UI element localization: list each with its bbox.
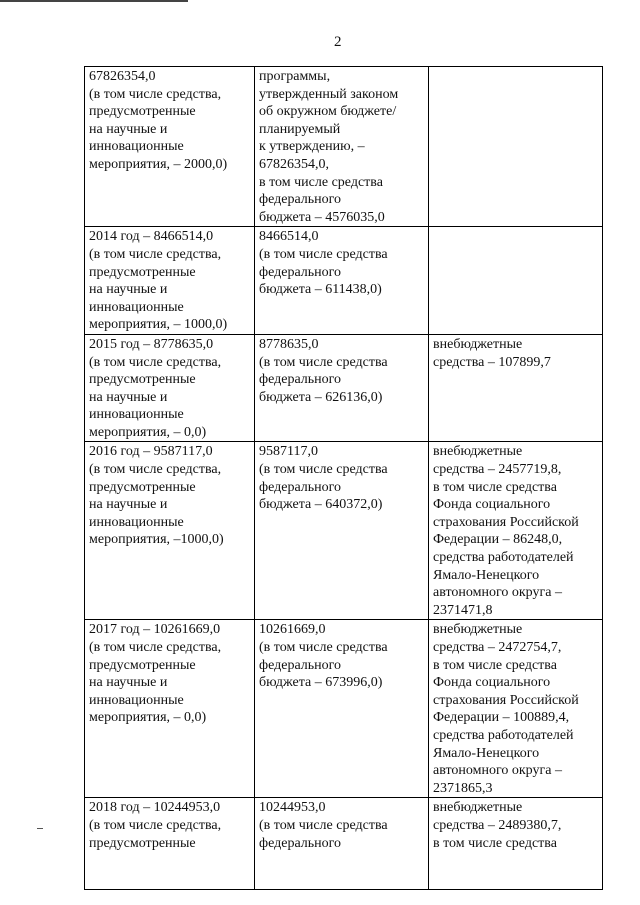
- table-cell: 9587117,0 (в том числе средства федерального бюджета – 640372,0): [255, 442, 429, 620]
- budget-table: [84, 66, 603, 890]
- table-cell: 2015 год – 8778635,0 (в том числе средства, предусмотренные на научные и инновационные мероприятия, – 0,0): [85, 334, 255, 442]
- table-row: [85, 620, 603, 798]
- table-cell: 10244953,0 (в том числе средства федерального: [255, 798, 429, 890]
- table-row: [85, 798, 603, 890]
- table-row: [85, 67, 603, 227]
- top-rule: [0, 0, 188, 2]
- table-cell: [429, 227, 603, 335]
- table-cell: внебюджетные средства – 2457719,8, в том числе средства Фонда социального страхования Российской Федерации – 86248,0, средства работодателей Ямало-Ненецкого автономного округа – 2371471,8: [429, 442, 603, 620]
- table-cell: 8466514,0 (в том числе средства федерального бюджета – 611438,0): [255, 227, 429, 335]
- table-cell: [429, 67, 603, 227]
- table-cell: 2018 год – 10244953,0 (в том числе средства, предусмотренные: [85, 798, 255, 890]
- table-cell: внебюджетные средства – 2489380,7, в том числе средства: [429, 798, 603, 890]
- table-row: [85, 227, 603, 335]
- table-cell: 2017 год – 10261669,0 (в том числе средства, предусмотренные на научные и инновационные мероприятия, – 0,0): [85, 620, 255, 798]
- table-cell: 2016 год – 9587117,0 (в том числе средства, предусмотренные на научные и инновационные мероприятия, –1000,0): [85, 442, 255, 620]
- margin-mark: [37, 828, 43, 829]
- table-cell: 2014 год – 8466514,0 (в том числе средства, предусмотренные на научные и инновационные мероприятия, – 1000,0): [85, 227, 255, 335]
- table-cell: 8778635,0 (в том числе средства федерального бюджета – 626136,0): [255, 334, 429, 442]
- page-number: 2: [334, 34, 342, 50]
- table-cell: 67826354,0 (в том числе средства, предусмотренные на научные и инновационные мероприятия, – 2000,0): [85, 67, 255, 227]
- table-row: [85, 442, 603, 620]
- table-cell: внебюджетные средства – 107899,7: [429, 334, 603, 442]
- table-row: [85, 334, 603, 442]
- table-cell: программы, утвержденный законом об окружном бюджете/ планируемый к утверждению, – 67826354,0, в том числе средства федерального бюджета – 4576035,0: [255, 67, 429, 227]
- table-cell: внебюджетные средства – 2472754,7, в том числе средства Фонда социального страхования Российской Федерации – 100889,4, средства работодателей Ямало-Ненецкого автономного округа – 2371865,3: [429, 620, 603, 798]
- table-cell: 10261669,0 (в том числе средства федерального бюджета – 673996,0): [255, 620, 429, 798]
